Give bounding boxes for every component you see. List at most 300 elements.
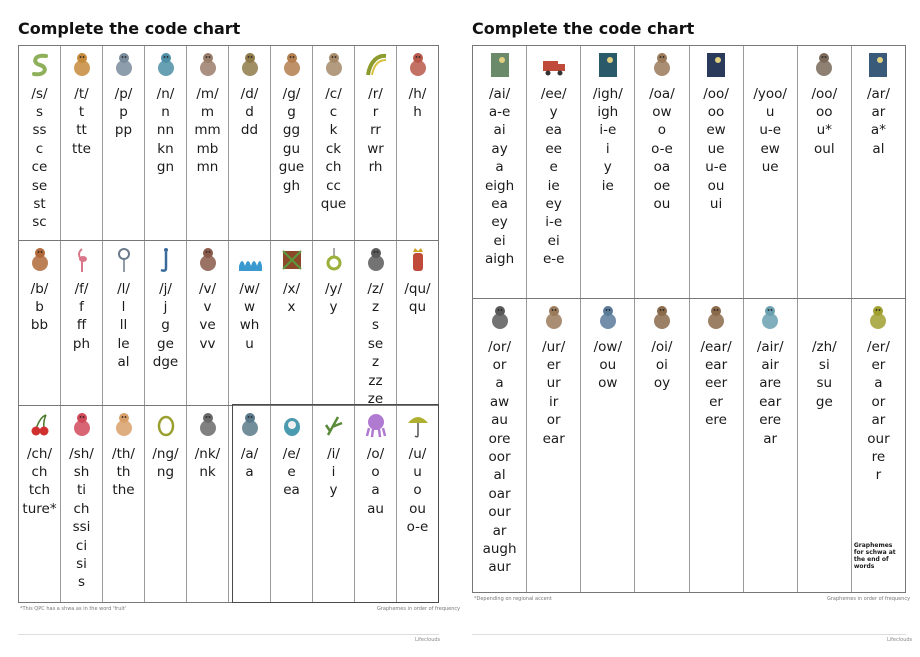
grapheme: c	[329, 104, 338, 120]
sound-label: /n/	[156, 86, 175, 102]
grapheme: oy	[653, 375, 671, 392]
grapheme: zz	[368, 372, 383, 389]
shoes-icon	[69, 410, 95, 440]
grapheme: u-e	[759, 122, 782, 139]
phoneme-cell	[312, 46, 354, 240]
footnote-right: Graphemes in order of frequency	[827, 596, 911, 602]
box-icon	[279, 245, 305, 275]
grapheme-list	[157, 463, 174, 481]
grapheme-list	[288, 298, 296, 316]
grapheme: aur	[488, 559, 511, 576]
grapheme-list	[759, 356, 781, 448]
grapheme: o-e	[651, 140, 673, 157]
grapheme: dge	[152, 354, 179, 371]
nurse-icon	[541, 303, 567, 333]
grapheme: ere	[759, 412, 782, 429]
grapheme: gg	[282, 122, 301, 139]
grapheme-list	[705, 356, 727, 430]
grapheme-list	[153, 298, 178, 372]
grapheme: ow	[652, 104, 672, 120]
grapheme: j	[163, 299, 168, 315]
chart-row	[473, 46, 905, 298]
grapheme: our	[488, 504, 511, 521]
grapheme: bb	[30, 317, 49, 334]
sound-label: /ch/	[26, 446, 53, 462]
grapheme: o	[413, 482, 422, 499]
code-chart-right	[462, 0, 920, 657]
grapheme: ge	[815, 393, 833, 410]
grapheme: ea	[545, 122, 562, 139]
grapheme: ssi	[72, 519, 91, 536]
oil-icon	[649, 303, 675, 333]
grapheme: u	[765, 104, 775, 120]
grapheme: ll	[119, 317, 128, 334]
sound-label: /j/	[159, 281, 172, 297]
sound-label: /f/	[74, 281, 89, 297]
grapheme: ch	[73, 500, 90, 517]
sound-label: /ur/	[542, 339, 566, 355]
grapheme: le	[117, 335, 130, 352]
grapheme: th	[116, 464, 131, 480]
phoneme-cell	[797, 299, 851, 592]
grapheme: ou	[599, 357, 617, 373]
grapheme-list	[816, 356, 833, 411]
grapheme: ea	[283, 482, 300, 499]
waves-icon	[237, 245, 263, 275]
grapheme: ew	[706, 122, 726, 139]
grapheme-list	[367, 103, 384, 177]
sound-label: /nk/	[194, 446, 221, 462]
grapheme: ture*	[22, 500, 57, 517]
blank-icon	[811, 303, 837, 333]
grapheme: e	[287, 464, 296, 480]
grapheme-list	[73, 298, 90, 353]
grapheme: ou	[707, 177, 725, 194]
grapheme: l	[121, 299, 126, 315]
egg-icon	[279, 410, 305, 440]
phoneme-cell	[689, 46, 743, 298]
sound-label: /x/	[282, 281, 301, 297]
grapheme-list	[705, 103, 727, 213]
sound-label: /e/	[282, 446, 301, 462]
hair-icon	[757, 303, 783, 333]
sound-label: /air/	[756, 339, 784, 355]
ink-icon	[195, 410, 221, 440]
grapheme: a	[245, 464, 254, 480]
phoneme-cell	[580, 299, 634, 592]
night-icon	[595, 50, 621, 80]
grapheme: igh	[597, 104, 619, 120]
grapheme-list	[409, 298, 426, 316]
grapheme: air	[761, 357, 779, 373]
sound-label: /u/	[408, 446, 427, 462]
goat-icon	[279, 50, 305, 80]
grapheme: the	[112, 482, 135, 499]
phoneme-cell	[60, 241, 102, 405]
grapheme-list	[72, 103, 91, 158]
sound-label: /d/	[240, 86, 259, 102]
book-icon	[811, 50, 837, 80]
grapheme-list	[194, 103, 220, 177]
grapheme: a	[874, 375, 883, 392]
apple-icon	[237, 410, 263, 440]
grapheme: si	[76, 556, 87, 573]
grapheme-list	[240, 298, 260, 353]
phoneme-cell	[312, 241, 354, 405]
grapheme: c	[35, 140, 44, 157]
grapheme-list	[871, 103, 886, 158]
grapheme: s	[77, 574, 86, 591]
grapheme: ge	[157, 335, 174, 352]
grapheme: ey	[545, 196, 562, 213]
sound-label: /ee/	[540, 86, 567, 102]
grapheme: al	[493, 467, 506, 484]
umbrella-icon	[405, 410, 431, 440]
grapheme: oo	[816, 104, 833, 120]
grapheme-list	[543, 356, 565, 448]
grapheme: ar	[492, 522, 507, 539]
yoyo-icon	[321, 245, 347, 275]
sound-label: /w/	[239, 281, 260, 297]
grapheme: y	[549, 104, 558, 120]
phoneme-cell	[102, 241, 144, 405]
phoneme-cell	[270, 46, 312, 240]
sound-label: /r/	[368, 86, 383, 102]
grapheme: u	[245, 335, 254, 352]
truck-icon	[541, 50, 567, 80]
grapheme: z	[371, 299, 380, 315]
code-chart-grid	[472, 45, 906, 593]
phoneme-cell	[19, 241, 60, 405]
grapheme-list	[814, 103, 835, 158]
grapheme: ci	[75, 537, 88, 554]
grapheme: ph	[72, 335, 91, 352]
grapheme: rr	[370, 122, 381, 139]
zebra-icon	[363, 245, 389, 275]
helicopter-icon	[405, 50, 431, 80]
snail-icon	[487, 50, 513, 80]
grapheme-list	[32, 103, 48, 232]
grapheme: ue	[761, 159, 779, 176]
grapheme: a*	[870, 122, 886, 139]
phoneme-cell	[354, 406, 396, 602]
grapheme: k	[329, 122, 338, 139]
sound-label: /zh/	[811, 339, 837, 355]
footer-logo: Lifeclouds	[415, 637, 441, 643]
grapheme: ere	[705, 412, 727, 429]
footer-rule	[18, 634, 439, 635]
sound-label: /or/	[488, 339, 512, 355]
grapheme: gh	[282, 177, 301, 194]
phoneme-cell	[186, 241, 228, 405]
grapheme-list	[413, 103, 422, 121]
grapheme-list	[279, 103, 304, 195]
grapheme: oa	[653, 159, 671, 176]
mouse-icon	[195, 50, 221, 80]
chart-row	[19, 46, 438, 240]
grapheme: kn	[157, 140, 174, 157]
grapheme: s	[371, 317, 380, 334]
sound-label: /ow/	[593, 339, 623, 355]
grapheme: ew	[760, 140, 780, 157]
grapheme: ey	[491, 214, 508, 231]
grapheme-list	[31, 298, 48, 335]
chart-row	[19, 240, 438, 405]
grapheme: m	[200, 104, 215, 120]
grapheme: eer	[704, 375, 728, 392]
grapheme: ear	[759, 393, 782, 410]
grapheme: al	[117, 354, 130, 371]
grapheme: dd	[240, 122, 259, 139]
phoneme-cell	[354, 241, 396, 405]
duck-icon	[237, 50, 263, 80]
grapheme: ti	[76, 482, 87, 499]
grapheme: cc	[326, 177, 341, 194]
phoneme-cell	[270, 241, 312, 405]
grapheme: ui	[709, 196, 723, 213]
ring-icon	[153, 410, 179, 440]
phoneme-cell	[526, 46, 580, 298]
grapheme-list	[199, 463, 215, 481]
sound-label: /p/	[114, 86, 133, 102]
sound-label: /t/	[74, 86, 89, 102]
grapheme: rh	[368, 159, 383, 176]
phoneme-cell	[473, 299, 526, 592]
phoneme-cell	[396, 46, 438, 240]
grapheme-list	[157, 103, 174, 177]
snake-icon	[27, 50, 53, 80]
grapheme: w	[243, 299, 256, 315]
grapheme: oi	[655, 357, 668, 373]
phoneme-cell	[102, 406, 144, 602]
grapheme: au	[491, 412, 508, 429]
grapheme: ei	[547, 232, 560, 249]
phoneme-cell	[19, 46, 60, 240]
grapheme: are	[759, 375, 782, 392]
grapheme: nn	[156, 122, 175, 139]
grapheme-list	[483, 356, 517, 577]
sound-label: /ar/	[866, 86, 890, 102]
grapheme: wh	[239, 317, 260, 334]
grapheme-list	[651, 103, 673, 213]
grapheme: r	[875, 467, 882, 484]
sound-label: /yoo/	[753, 86, 787, 102]
grapheme: al	[872, 140, 885, 157]
grapheme-list	[117, 298, 129, 372]
sound-label: /sh/	[69, 446, 94, 462]
flamingo-icon	[69, 245, 95, 275]
rainbow-icon	[363, 50, 389, 80]
grapheme: or	[871, 393, 886, 410]
grapheme: ear	[704, 357, 728, 373]
grapheme: o-e	[406, 519, 429, 536]
grapheme: ea	[491, 196, 508, 213]
grapheme: tt	[76, 122, 87, 139]
elephant-icon	[153, 50, 179, 80]
grapheme: o	[657, 122, 667, 139]
sound-label: /a/	[240, 446, 259, 462]
blank-icon	[757, 50, 783, 80]
grapheme: d	[245, 104, 254, 120]
grapheme: sh	[73, 464, 90, 480]
grapheme: u*	[816, 122, 832, 139]
grapheme: g	[161, 317, 170, 334]
grapheme: su	[816, 375, 833, 392]
grapheme-list	[407, 463, 429, 537]
grapheme-list	[22, 463, 56, 518]
sound-label: /s/	[31, 86, 48, 102]
grapheme: gn	[156, 159, 175, 176]
grapheme: ai	[493, 122, 506, 139]
phoneme-cell	[144, 406, 186, 602]
grapheme: y	[329, 482, 338, 499]
grapheme: au	[367, 500, 384, 517]
grapheme: ur	[546, 375, 561, 392]
grapheme: tch	[28, 482, 51, 499]
phoneme-cell	[689, 299, 743, 592]
footer-logo: Lifeclouds	[887, 637, 913, 643]
grapheme: i	[605, 140, 610, 157]
vulture-icon	[195, 245, 221, 275]
grapheme: ng	[156, 464, 175, 480]
grapheme: i-e	[599, 122, 617, 139]
grapheme: ue	[707, 140, 725, 157]
grapheme-list	[112, 463, 134, 500]
cherries-icon	[27, 410, 53, 440]
grapheme: tte	[72, 140, 91, 157]
grapheme: p	[119, 104, 128, 120]
grapheme-list	[597, 103, 618, 195]
grapheme: ce	[31, 159, 48, 176]
grapheme-list	[654, 356, 670, 393]
grapheme: oar	[488, 485, 511, 502]
grapheme: aw	[489, 393, 510, 410]
grapheme: ear	[542, 430, 565, 447]
grapheme: ay	[491, 140, 508, 157]
grapheme: ee	[545, 140, 562, 157]
grapheme: z	[371, 354, 380, 371]
phoneme-cell	[851, 46, 905, 298]
grapheme: ze	[367, 391, 384, 405]
grapheme: st	[33, 196, 46, 213]
horse-icon	[487, 303, 513, 333]
grapheme: ch	[325, 159, 342, 176]
phoneme-cell	[743, 46, 797, 298]
grapheme: u	[413, 464, 422, 480]
grapheme-list	[367, 463, 384, 518]
grapheme: mb	[196, 140, 219, 157]
queen-icon	[405, 245, 431, 275]
grapheme: u-e	[705, 159, 727, 176]
grapheme: t	[78, 104, 85, 120]
sound-label: /y/	[324, 281, 343, 297]
phoneme-cell	[144, 46, 186, 240]
grapheme: a	[495, 159, 504, 176]
grapheme: augh	[482, 541, 517, 558]
grapheme: se	[367, 335, 384, 352]
phoneme-cell	[634, 299, 688, 592]
grapheme: h	[413, 104, 422, 120]
cat-icon	[321, 50, 347, 80]
grapheme-list	[199, 298, 215, 353]
grapheme-list	[485, 103, 514, 269]
grapheme: x	[287, 299, 296, 315]
sound-label: /c/	[325, 86, 342, 102]
grapheme: ar	[763, 430, 778, 447]
phoneme-cell	[186, 46, 228, 240]
footnote-right: Graphemes in order of frequency	[377, 606, 461, 612]
grapheme: ore	[488, 430, 511, 447]
grapheme: re	[871, 449, 886, 466]
sound-label: /z/	[367, 281, 384, 297]
phoneme-cell	[60, 406, 102, 602]
owl-icon	[595, 303, 621, 333]
phoneme-cell	[228, 406, 270, 602]
sound-label: /ear/	[700, 339, 732, 355]
grapheme: oe	[653, 177, 671, 194]
grapheme-list	[330, 298, 338, 316]
footnote: *This QPC has a shwa as in the word 'fruit'	[20, 606, 127, 612]
grapheme: oo	[707, 104, 725, 120]
sound-label: /m/	[196, 86, 219, 102]
sound-label: /th/	[112, 446, 135, 462]
grapheme: ve	[199, 317, 216, 334]
grapheme: ar	[871, 412, 886, 429]
phoneme-cell	[797, 46, 851, 298]
phoneme-cell	[228, 241, 270, 405]
grapheme: ff	[76, 317, 87, 334]
grapheme: ir	[549, 393, 559, 410]
sound-label: /i/	[327, 446, 340, 462]
chart-row	[19, 405, 438, 602]
footer-rule	[472, 634, 906, 635]
bear-icon	[27, 245, 53, 275]
schwa-note: Graphemes for schwa at the end of words	[853, 542, 896, 570]
grapheme-list	[241, 103, 258, 140]
penguin-icon	[111, 50, 137, 80]
grapheme: oul	[814, 140, 835, 157]
grapheme-list	[115, 103, 132, 140]
grapheme: g	[287, 104, 296, 120]
phoneme-cell	[396, 406, 438, 602]
grapheme: y	[603, 159, 612, 176]
grapheme: aigh	[484, 251, 515, 268]
grapheme: si	[818, 357, 830, 373]
thumb-icon	[111, 410, 137, 440]
phoneme-cell	[19, 406, 60, 602]
grapheme: o	[371, 464, 380, 480]
phoneme-cell	[634, 46, 688, 298]
sound-label: /oi/	[651, 339, 673, 355]
grapheme: ie	[547, 177, 560, 194]
grapheme-list	[73, 463, 91, 592]
grapheme: s	[35, 104, 44, 120]
grapheme: i-e	[545, 214, 563, 231]
lollipop-icon	[111, 245, 137, 275]
grapheme-list	[321, 103, 346, 213]
grapheme: e-e	[542, 251, 565, 268]
phoneme-cell	[102, 46, 144, 240]
grapheme: wr	[367, 140, 384, 157]
car-icon	[865, 50, 891, 80]
phoneme-cell	[580, 46, 634, 298]
grapheme: ar	[871, 104, 886, 120]
moon-icon	[703, 50, 729, 80]
grapheme: n	[161, 104, 170, 120]
phoneme-cell	[186, 406, 228, 602]
grapheme-list	[283, 463, 300, 500]
grapheme: qu	[408, 299, 427, 315]
